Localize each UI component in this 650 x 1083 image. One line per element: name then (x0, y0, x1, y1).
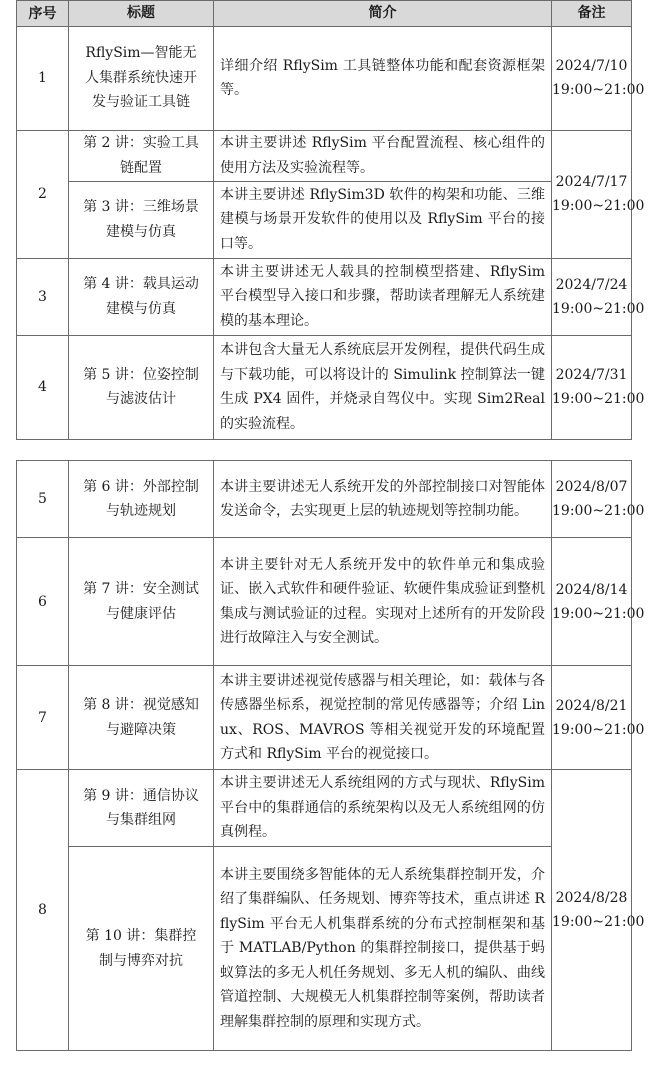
row-desc: 本讲包含大量无人系统底层开发例程，提供代码生成与下载功能，可以将设计的 Simulink 控制算法一键生成 PX4 固件，并烧录自驾仪中。实现 Sim2Real 的实验流程。 (214, 335, 552, 439)
row-title: 第 8 讲：视觉感知与避障决策 (69, 666, 214, 770)
row-desc: 本讲主要讲述视觉传感器与相关理论，如：载体与各传感器坐标系，视觉控制的常见传感器等；介绍 Linux、ROS、MAVROS 等相关视觉开发的环境配置方式和 RflySim 平台的视觉接口。 (214, 666, 552, 770)
row-title: 第 9 讲：通信协议与集群组网 (69, 770, 214, 847)
row-time: 19:00~21:00 (552, 391, 645, 407)
row-title: 第 6 讲：外部控制与轨迹规划 (69, 461, 214, 538)
schedule-table-part-1 (16, 0, 645, 440)
schedule-table-part-2 (16, 460, 645, 1051)
row-date: 2024/7/17 (555, 174, 628, 190)
row-note (552, 130, 645, 258)
row-note (552, 258, 645, 335)
row-date: 2024/7/10 (555, 58, 628, 74)
row-note (552, 335, 645, 439)
table-row (17, 258, 632, 335)
row-desc: 本讲主要讲述无人载具的控制模型搭建、RflySim 平台模型导入接口和步骤，帮助读者理解无人系统建模的基本理论。 (214, 258, 552, 335)
row-no: 1 (17, 26, 69, 130)
table-row (17, 130, 632, 181)
row-no: 7 (17, 666, 69, 770)
row-date: 2024/8/21 (555, 697, 628, 714)
table-row (17, 181, 632, 258)
row-date: 2024/8/28 (555, 890, 628, 906)
row-time: 19:00~21:00 (552, 198, 645, 214)
row-desc: 详细介绍 RflySim 工具链整体功能和配套资源框架等。 (214, 26, 552, 130)
row-no: 3 (17, 258, 69, 335)
header-title: 标题 (69, 1, 214, 27)
row-no: 2 (17, 130, 69, 258)
row-desc: 本讲主要围绕多智能体的无人系统集群控制开发，介绍了集群编队、任务规划、博弈等技术，重点讲述 RflySim 平台无人机集群系统的分布式控制框架和基于 MATLAB/Python 的集群控制接口，提供基于蚂蚁算法的多无人机任务规划、多无人机的编队、曲线管道控制、大规模无人机集群控制等案例，帮助读者理解集群控制的原理和实现方式。 (214, 847, 552, 1051)
row-title: 第 5 讲：位姿控制与滤波估计 (69, 335, 214, 439)
table-header-row (17, 1, 632, 27)
table-row (17, 666, 632, 770)
row-note (552, 666, 645, 770)
row-title: 第 7 讲：安全测试与健康评估 (69, 538, 214, 666)
row-desc: 本讲主要讲述 RflySim3D 软件的构架和功能、三维建模与场景开发软件的使用以及 RflySim 平台的接口等。 (214, 181, 552, 258)
row-time: 19:00~21:00 (552, 914, 645, 930)
table-row (17, 461, 632, 538)
row-note (552, 538, 645, 666)
row-date: 2024/8/07 (555, 479, 628, 495)
row-no: 8 (17, 770, 69, 1051)
table-row (17, 538, 632, 666)
row-time: 19:00~21:00 (552, 503, 645, 519)
row-title: RflySim—智能无人集群系统快速开发与验证工具链 (69, 26, 214, 130)
row-desc: 本讲主要讲述 RflySim 平台配置流程、核心组件的使用方法及实验流程等。 (214, 130, 552, 181)
row-note (552, 770, 645, 1051)
row-title: 第 3 讲：三维场景建模与仿真 (69, 181, 214, 258)
row-time: 19:00~21:00 (552, 721, 645, 738)
row-date: 2024/8/14 (555, 581, 628, 598)
row-desc: 本讲主要针对无人系统开发中的软件单元和集成验证、嵌入式软件和硬件验证、软硬件集成验证到整机集成与测试验证的过程。实现对上述所有的开发阶段进行故障注入与安全测试。 (214, 538, 552, 666)
row-note (552, 461, 645, 538)
header-no: 序号 (17, 1, 69, 27)
row-title: 第 4 讲：载具运动建模与仿真 (69, 258, 214, 335)
row-date: 2024/7/31 (555, 367, 628, 383)
row-desc: 本讲主要讲述无人系统开发的外部控制接口对智能体发送命令，去实现更上层的轨迹规划等控制功能。 (214, 461, 552, 538)
row-no: 4 (17, 335, 69, 439)
row-no: 5 (17, 461, 69, 538)
row-time: 19:00~21:00 (552, 82, 645, 98)
row-desc: 本讲主要讲述无人系统组网的方式与现状、RflySim 平台中的集群通信的系统架构以及无人系统组网的仿真例程。 (214, 770, 552, 847)
row-time: 19:00~21:00 (552, 300, 645, 317)
row-title: 第 2 讲：实验工具链配置 (69, 130, 214, 181)
row-note (552, 26, 645, 130)
header-note: 备注 (552, 1, 632, 27)
row-title: 第 10 讲：集群控制与博弈对抗 (69, 847, 214, 1051)
row-no: 6 (17, 538, 69, 666)
row-time: 19:00~21:00 (552, 605, 645, 622)
row-date: 2024/7/24 (555, 276, 628, 293)
header-desc: 简介 (214, 1, 552, 27)
table-row (17, 847, 632, 1051)
table-row (17, 335, 632, 439)
table-row (17, 770, 632, 847)
table-row (17, 26, 632, 130)
